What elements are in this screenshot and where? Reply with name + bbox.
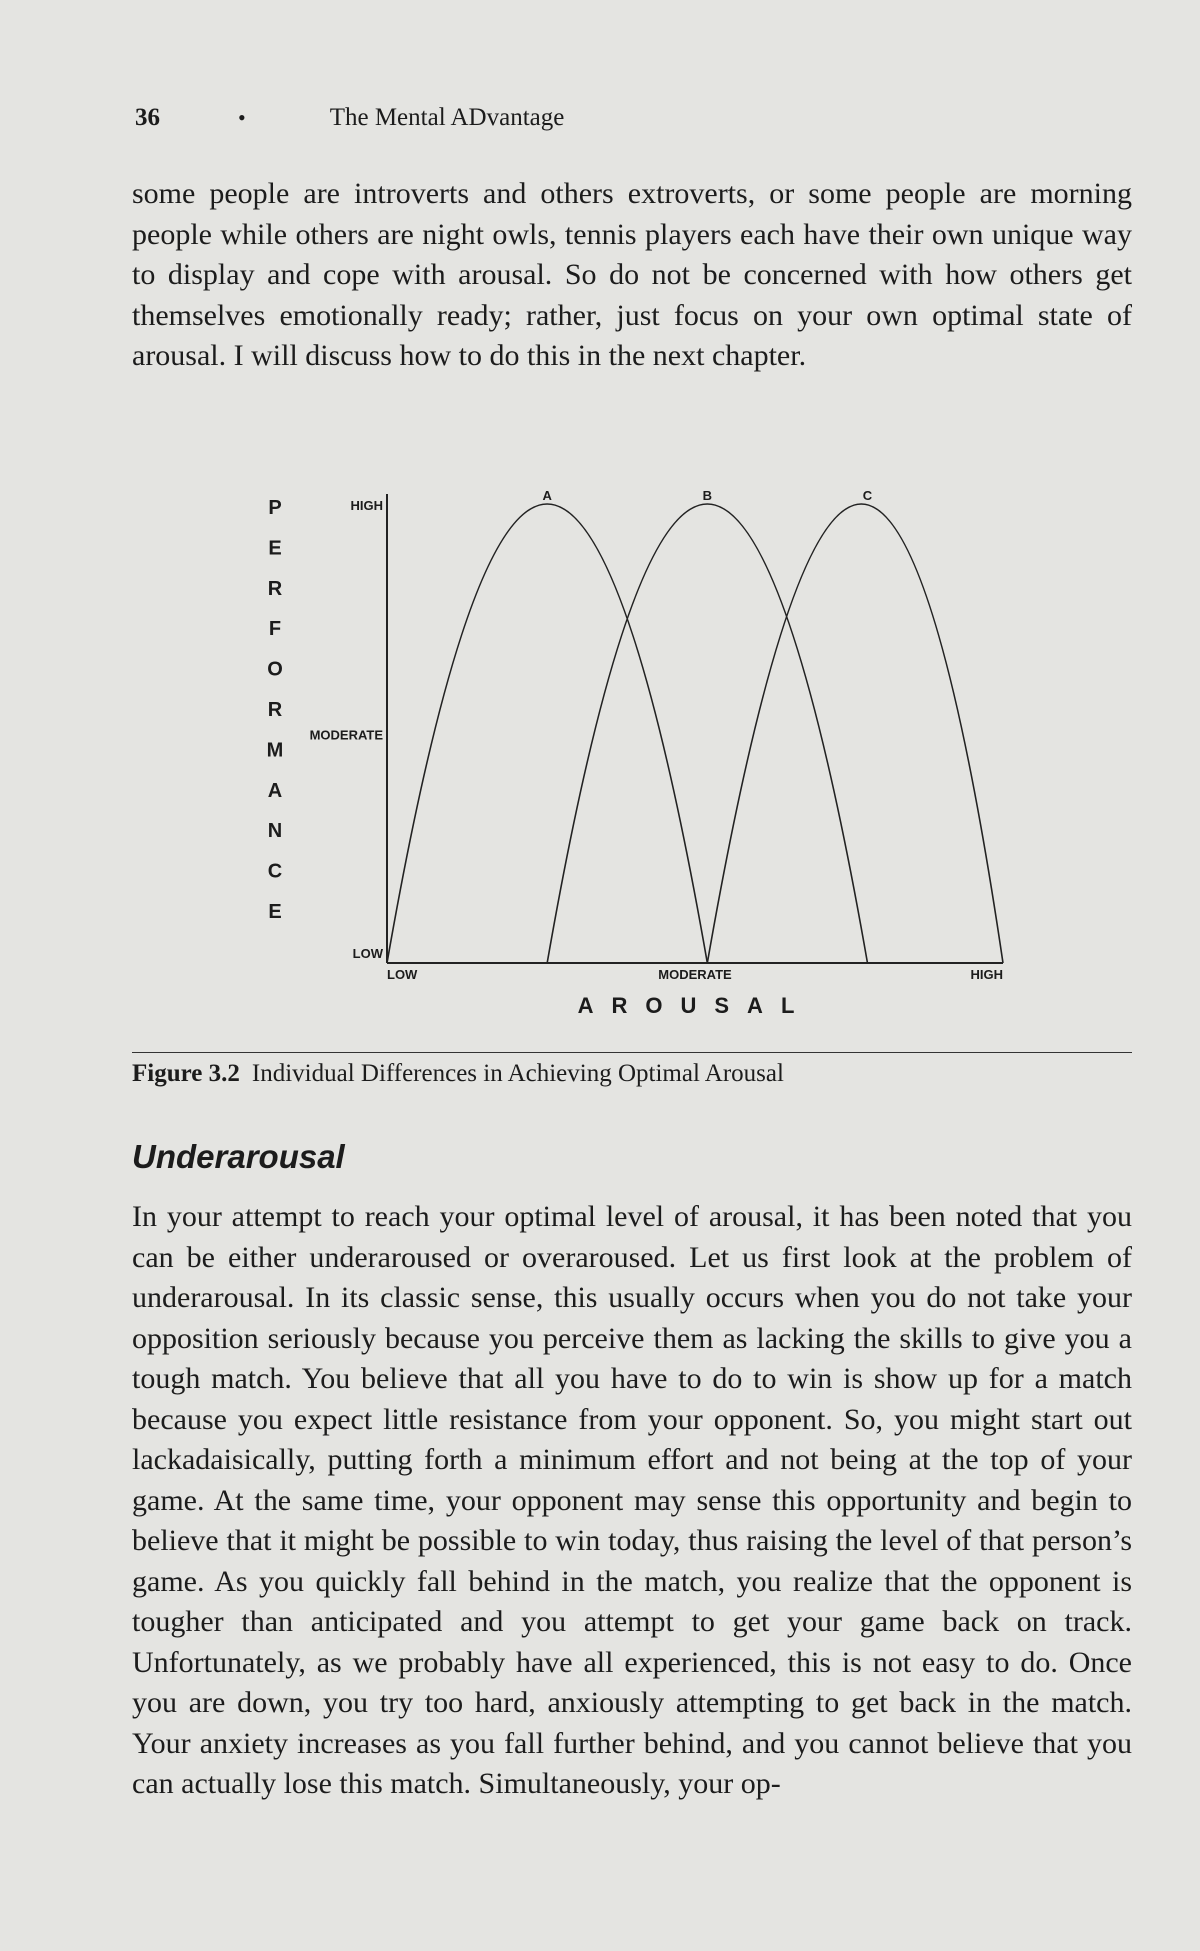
curve-label-c: C [862, 488, 873, 503]
figure-caption-text: Individual Differences in Achieving Optimal Arousal [251, 1060, 784, 1087]
paragraph-top: some people are introverts and others extroverts, or some people are morning people while others are night owls, tennis players each have their own unique way to display and cope with arousal. So do not be concerned with how others get themselves emotionally ready; rather, just focus on your own optimal state of arousal. I will discuss how to do this in the next chapter. [132, 177, 1132, 372]
paragraph-main: In your attempt to reach your optimal level of arousal, it has been noted that you can be either underaroused or overaroused. Let us first look at the problem of underarousal. In its classic sense, this usually occurs when you do not take your opposition seriously because you perceive them as lacking the skills to give you a tough match. You believe that all you have to do to win is show up for a match because you expect little resistance from your opponent. So, you might start out lackadaisically, putting forth a minimum effort and not being at the top of your game. At the same time, your opponent may sense this opportunity and begin to believe that it might be possible to win today, thus raising the level of that person’s game. As you quickly fall behind in the match, you realize that the opponent is tougher than anticipated and you attempt to get your game back on track. Unfortunately, as we probably have all experienced, this is not easy to do. Once you are down, you try too hard, anxiously attempting to get back in the match. Your anxiety increases as you fall further behind, and you cannot believe that you can actually lose this match. Simultaneously, your op- [132, 1200, 1132, 1800]
x-tick-label: MODERATE [658, 967, 732, 982]
y-tick-label: HIGH [350, 498, 383, 513]
y-axis-title-letter: E [268, 537, 282, 560]
x-axis-title: AROUSAL [577, 993, 813, 1018]
y-axis-title-letter: F [268, 618, 282, 641]
y-axis-title-letter: O [267, 658, 283, 681]
y-axis-title-letter: A [267, 779, 283, 802]
figure-3-2 [0, 460, 1200, 1040]
section-heading: Underarousal [132, 1138, 345, 1175]
running-head: The Mental ADvantage [329, 104, 565, 131]
y-axis-title-letter: C [267, 860, 283, 883]
y-axis-title-letter: E [268, 901, 282, 923]
x-tick-label: LOW [387, 967, 418, 982]
figure-label: Figure 3.2 [132, 1060, 240, 1087]
curve-label-b: B [702, 488, 713, 503]
arousal-performance-chart [0, 460, 1200, 1040]
y-axis-title-letter: N [267, 820, 283, 843]
curve-a [387, 504, 707, 963]
x-tick-label: HIGH [970, 967, 1003, 982]
y-tick-label: LOW [352, 946, 383, 961]
y-tick-label: MODERATE [309, 727, 383, 743]
y-axis-title-letter: M [266, 739, 284, 762]
caption-rule [132, 1052, 1132, 1053]
header-bullet: • [238, 105, 246, 130]
page-number: 36 [135, 104, 160, 131]
curve-b [547, 504, 867, 963]
y-axis-title-letter: R [267, 699, 283, 721]
page-header [135, 104, 564, 132]
figure-caption [132, 1060, 784, 1088]
curve-label-a: A [542, 488, 552, 503]
y-axis-title-letter: P [268, 497, 282, 519]
y-axis-title-letter: R [267, 577, 283, 600]
